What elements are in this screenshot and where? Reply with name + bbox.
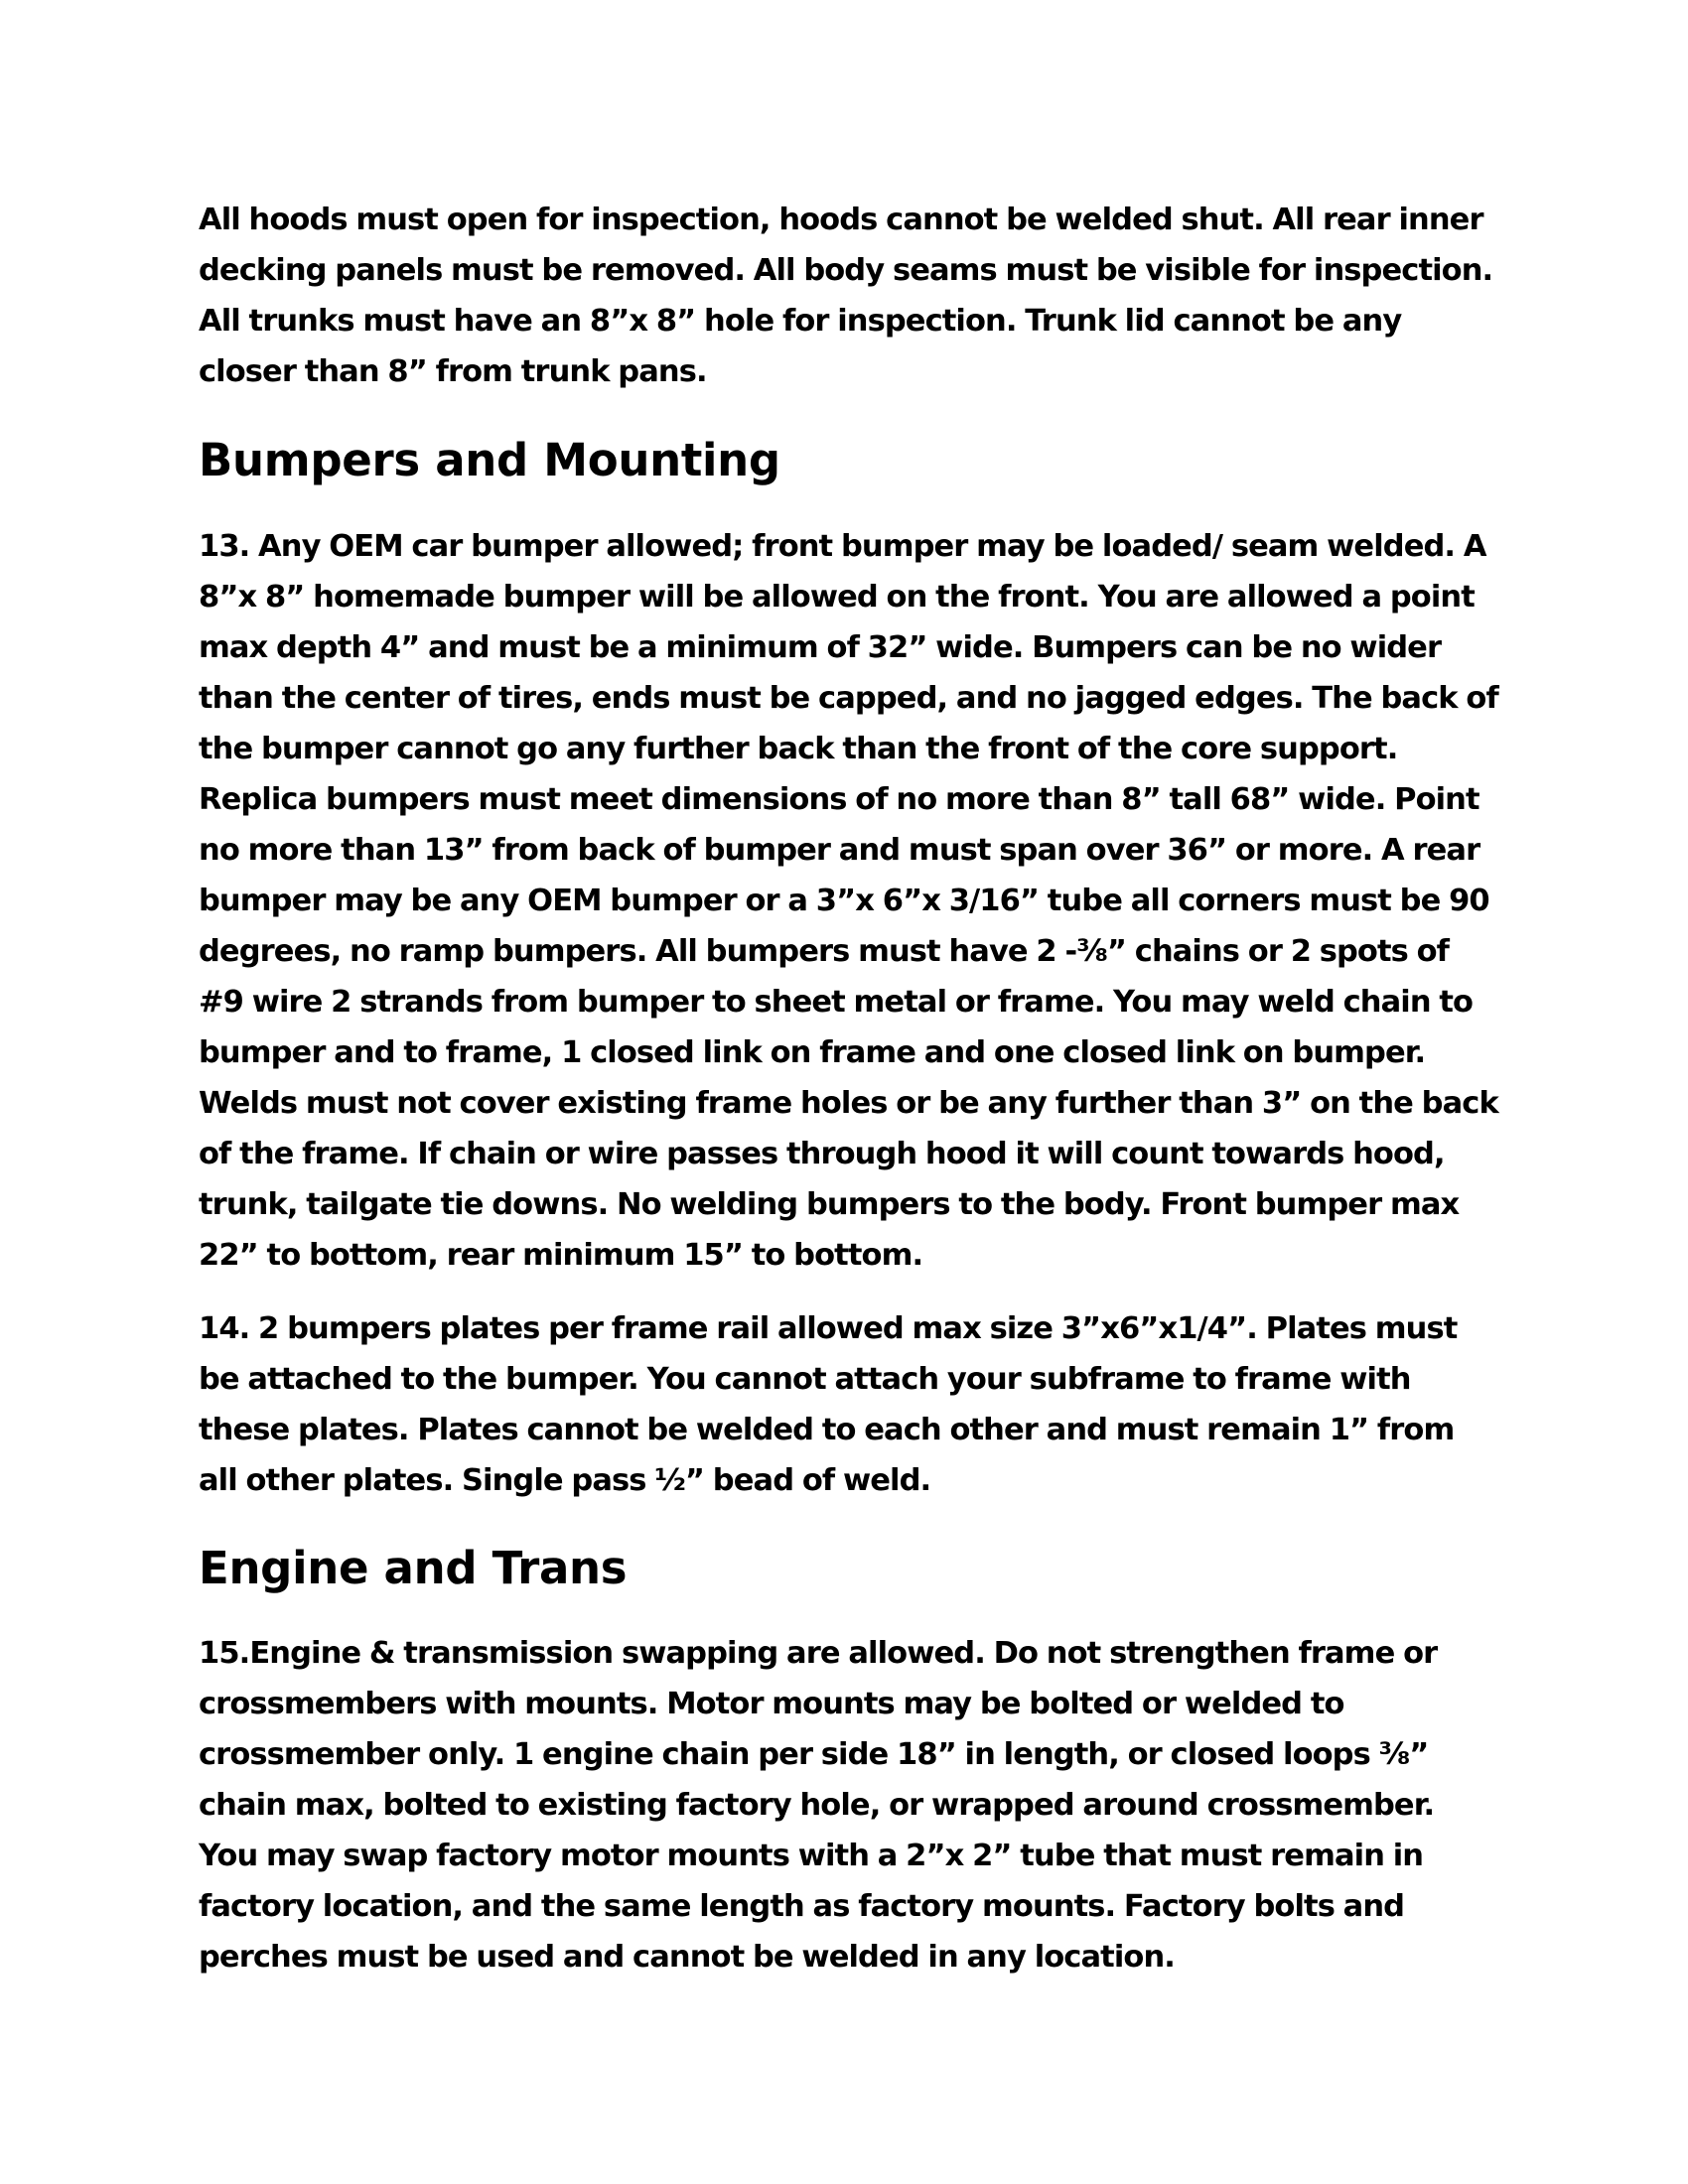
rule-15-paragraph: 15.Engine & transmission swapping are allowed. Do not strengthen frame or crossmembers with mounts. Motor mounts may be bolted or welded to crossmember only. 1 engine chain per side 18” in length, or closed loops ⅜” chain max, bolted to existing factory hole, or wrapped around crossmember. You may swap factory motor mounts with a 2”x 2” tube that must remain in factory location, and the same length as factory mounts. Factory bolts and perches must be used and cannot be welded in any location. [199, 1636, 1438, 1975]
document-page [199, 195, 1499, 1982]
rule-14-paragraph: 14. 2 bumpers plates per frame rail allowed max size 3”x6”x1/4”. Plates must be attached to the bumper. You cannot attach your subframe to frame with these plates. Plates cannot be welded to each other and must remain 1” from all other plates. Single pass ½” bead of weld. [199, 1311, 1458, 1498]
engine-heading: Engine and Trans [199, 1542, 628, 1594]
bumpers-heading: Bumpers and Mounting [199, 434, 780, 486]
intro-paragraph: All hoods must open for inspection, hoods cannot be welded shut. All rear inner decking panels must be removed. All body seams must be visible for inspection. All trunks must have an 8”x 8” hole for inspection. Trunk lid cannot be any closer than 8” from trunk pans. [199, 203, 1493, 389]
rule-13-paragraph: 13. Any OEM car bumper allowed; front bumper may be loaded/ seam welded. A 8”x 8” homemade bumper will be allowed on the front. You are allowed a point max depth 4” and must be a minimum of 32” wide. Bumpers can be no wider than the center of tires, ends must be capped, and no jagged edges. The back of the bumper cannot go any further back than the front of the core support. Replica bumpers must meet dimensions of no more than 8” tall 68” wide. Point no more than 13” from back of bumper and must span over 36” or more. A rear bumper may be any OEM bumper or a 3”x 6”x 3/16” tube all corners must be 90 degrees, no ramp bumpers. All bumpers must have 2 -⅜” chains or 2 spots of #9 wire 2 strands from bumper to sheet metal or frame. You may weld chain to bumper and to frame, 1 closed link on frame and one closed link on bumper. Welds must not cover existing frame holes or be any further than 3” on the back of the frame. If chain or wire passes through hood it will count towards hood, trunk, tailgate tie downs. No welding bumpers to the body. Front bumper max 22” to bottom, rear minimum 15” to bottom. [199, 529, 1498, 1273]
